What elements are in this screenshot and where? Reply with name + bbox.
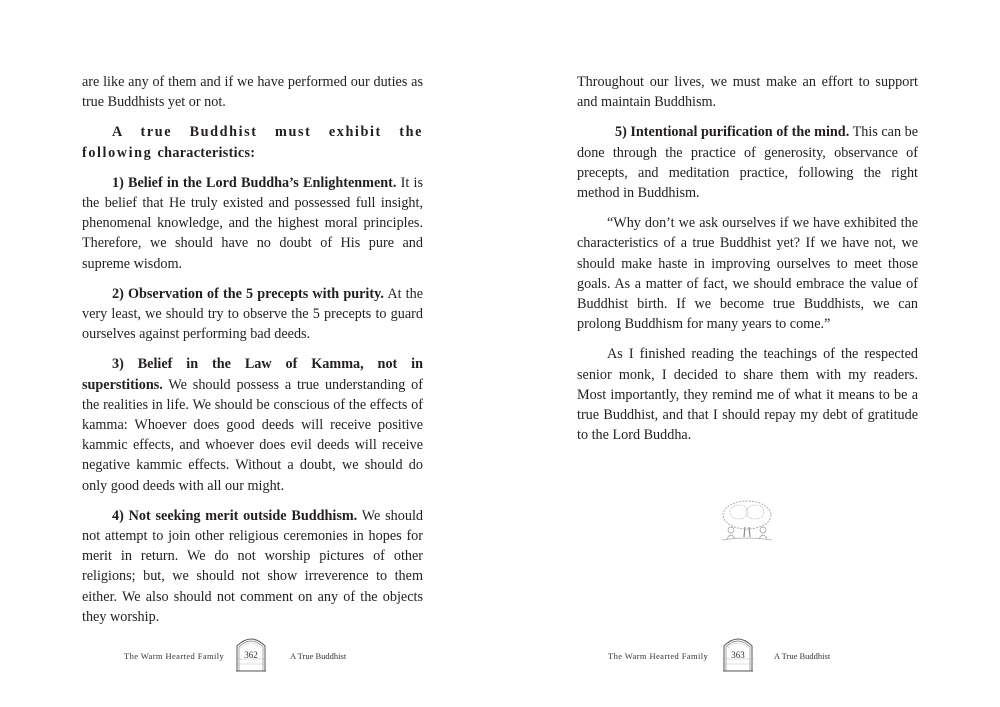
right-page-body [577, 72, 918, 455]
item-5-text: This can be done through the practice of generosity, observance of precepts, and meditation practice, following the right method in Buddhism. [577, 124, 919, 202]
item-4 [82, 506, 423, 627]
closing-paragraph: As I finished reading the teachings of the respected senior monk, I decided to share them with my readers. Most importantly, they remind me of what it means to be a true Buddhist, and that I should repay my debt of gratitude to the Lord Buddha. [577, 346, 918, 444]
item-1-text: It is the belief that He truly existed and possessed full insight, phenomenal knowledge, and the highest moral principles. Therefore, we should have no doubt of His pure and supreme wisdom. [82, 174, 423, 272]
left-paragraph-continuation: are like any of them and if we have performed our duties as true Buddhists yet or not. [82, 74, 423, 111]
temple-arch-icon [235, 634, 267, 672]
right-page [500, 0, 1000, 707]
item-5-title: 5) Intentional purification of the mind. [615, 124, 850, 141]
item-4-title: 4) Not seeking merit outside Buddhism. [112, 507, 358, 524]
item-3 [82, 354, 423, 495]
footer-chapter-title: A True Buddhist [290, 651, 347, 661]
footer-book-title: The Warm Hearted Family [124, 651, 225, 661]
page-number: 362 [244, 650, 258, 660]
item-1 [82, 173, 423, 274]
left-footer [120, 634, 380, 674]
right-footer [608, 634, 868, 674]
item-3-title: 3) Belief in the Law of Kamma, not in superstitions. [82, 356, 423, 393]
heading-line-1: A true Buddhist must exhibit the following [82, 124, 423, 161]
item-4-text: We should not attempt to join other religious ceremonies in hopes for merit in return. We do not worship pictures of other religions; but, we should not show irreverence to them either. We also should not comment on any of the objects they worship. [82, 507, 423, 625]
item-3-text: We should possess a true understanding of the realities in life. We should be conscious of the effects of kamma: Whoever does good deeds will receive positive kammic effects, and whoever does evil deeds will receive negative kammic effects. Without a doubt, we should do only good deeds with all our might. [82, 376, 423, 494]
item-1-title: 1) Belief in the Lord Buddha’s Enlightenment. [112, 174, 397, 191]
footer-book-title: The Warm Hearted Family [608, 651, 709, 661]
characteristics-heading [82, 122, 423, 162]
quote-paragraph: “Why don’t we ask ourselves if we have exhibited the characteristics of a true Buddhist yet? If we have not, we should make haste in improving ourselves to meet those goals. As a matter of fact, we should embrace the value of Buddhist birth. If we become true Buddhists, we can prolong Buddhism for many years to come.” [577, 215, 918, 333]
item-5 [577, 122, 918, 203]
temple-arch-icon [722, 634, 754, 672]
left-page-body [82, 72, 423, 637]
bodhi-tree-icon [717, 497, 777, 545]
footer-chapter-title: A True Buddhist [774, 651, 831, 661]
item-2-text: At the very least, we should try to observe the 5 precepts to guard ourselves against performing bad deeds. [82, 285, 423, 343]
right-paragraph-continuation: Throughout our lives, we must make an effort to support and maintain Buddhism. [577, 74, 918, 111]
item-2-title: 2) Observation of the 5 precepts with purity. [112, 285, 384, 302]
item-2 [82, 284, 423, 345]
heading-line-2: characteristics: [157, 144, 256, 161]
page-number: 363 [731, 650, 745, 660]
